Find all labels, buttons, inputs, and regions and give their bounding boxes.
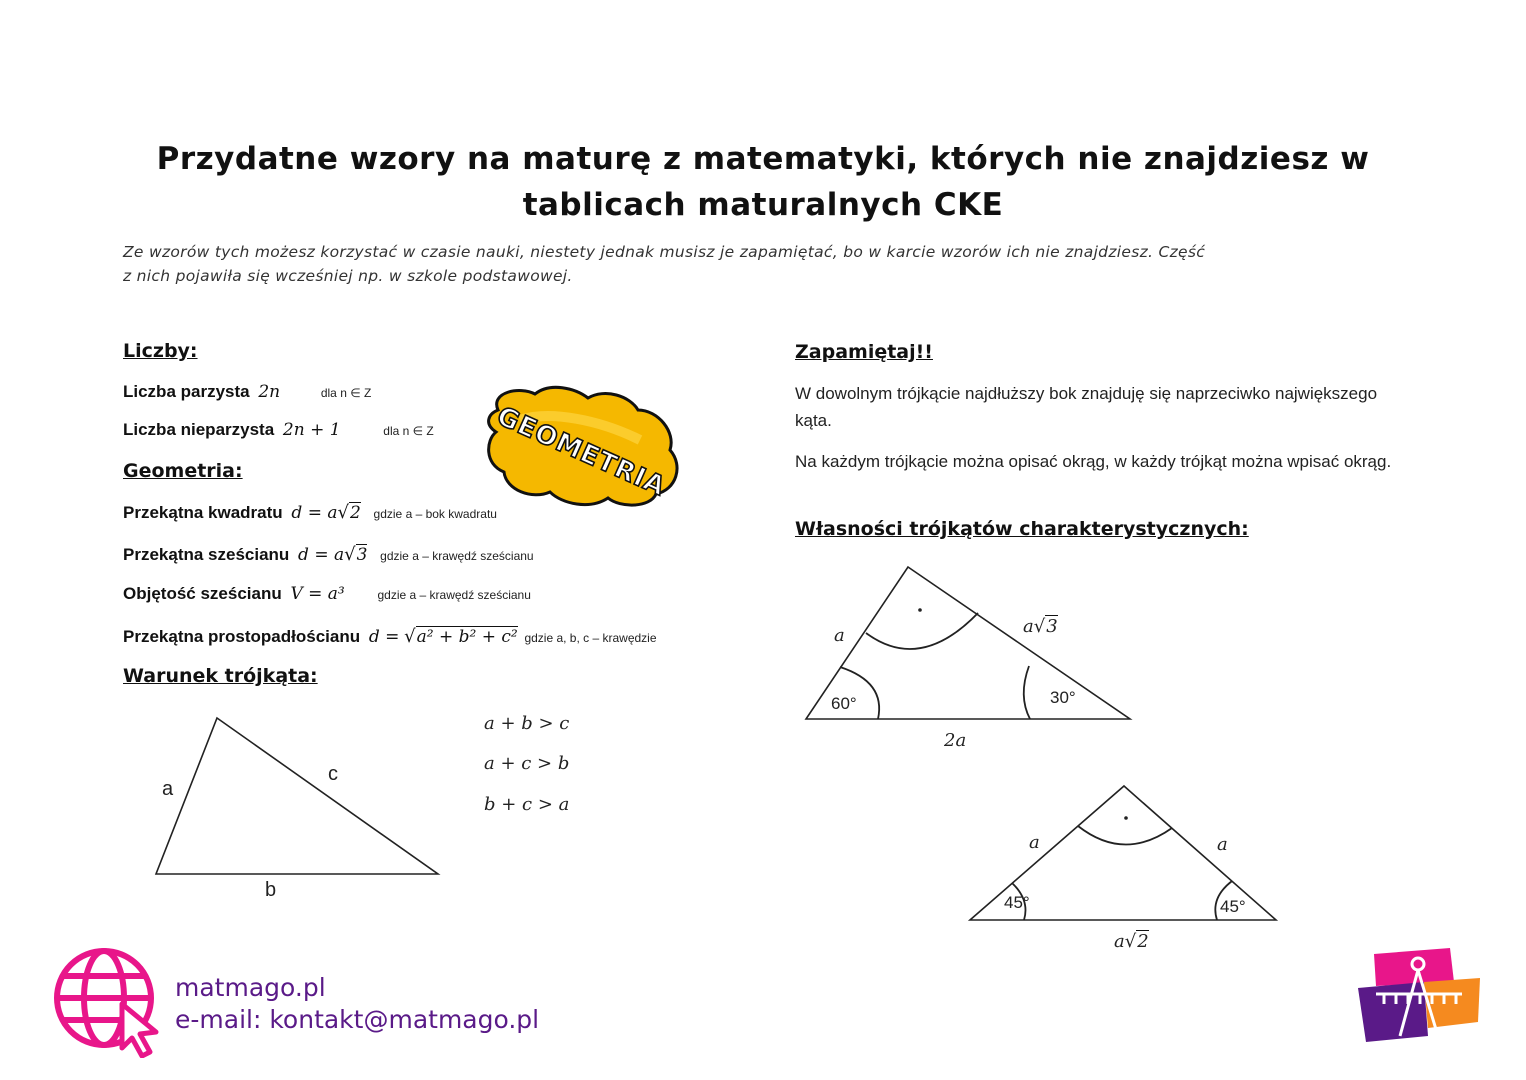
cube-diagonal-note: gdzie a – krawędź sześcianu: [380, 549, 534, 563]
cube-volume-formula: V = a³: [290, 584, 345, 604]
wlasnosci-heading: Własności trójkątów charakterystycznych:: [795, 518, 1249, 540]
footer-site-link[interactable]: matmago.pl: [175, 973, 326, 1002]
even-label: Liczba parzysta: [123, 382, 250, 401]
t1-angle-60-label: 60°: [831, 694, 857, 713]
sqrt-symbol: √: [404, 626, 416, 647]
t1-side-a-label: a: [834, 625, 845, 646]
warunek-heading: Warunek trójkąta:: [123, 665, 318, 687]
globe-cursor-icon: [52, 946, 164, 1058]
even-number-row: [123, 382, 371, 402]
inequality-2: a + c > b: [484, 753, 570, 774]
cube-volume-row: [123, 584, 531, 604]
triangle-shape: [156, 718, 438, 874]
cube-volume-label: Objętość sześcianu: [123, 584, 282, 603]
triangle-inequality-diagram: [150, 712, 450, 882]
cuboid-diagonal-row: [123, 626, 657, 647]
angle-30-arc: [1024, 666, 1030, 719]
cuboid-diagonal-label: Przekątna prostopadłościanu: [123, 627, 361, 646]
even-formula: 2n: [258, 382, 281, 402]
t1-base-2a-label: 2a: [944, 730, 967, 751]
title-line-1: Przydatne wzory na maturę z matematyki, których nie znajdziesz w: [156, 141, 1370, 177]
sqrt-symbol: √: [1033, 616, 1046, 637]
cube-diagonal-lhs: d = a: [298, 545, 345, 565]
matmago-logo-icon: [1354, 942, 1484, 1046]
triangle-side-c-label: c: [328, 763, 338, 785]
square-diagonal-note: gdzie a – bok kwadratu: [373, 507, 497, 521]
square-diagonal-lhs: d = a: [291, 503, 338, 523]
geometria-heading: Geometria:: [123, 460, 243, 482]
intro-text: [123, 240, 1373, 288]
odd-number-row: [123, 420, 434, 440]
t2-base-label: [1114, 931, 1149, 952]
square-diagonal-row: [123, 502, 497, 523]
right-angle-arc: [1078, 826, 1172, 845]
title-line-2: tablicach maturalnych CKE: [522, 187, 1004, 223]
triangle-side-b-label: b: [265, 879, 277, 901]
cuboid-diagonal-note: gdzie a, b, c – krawędzie: [524, 631, 657, 645]
zapamietaj-heading: Zapamiętaj!!: [795, 341, 933, 363]
even-condition: dla n ∈ Z: [320, 386, 372, 400]
inequality-3: b + c > a: [484, 794, 570, 815]
odd-condition: dla n ∈ Z: [383, 424, 434, 438]
rule-paragraph-1: W dowolnym trójkącie najdłuższy bok znajduję się naprzeciwko największego kąta.: [795, 384, 1378, 430]
t2-base-radicand: 2: [1137, 931, 1149, 952]
t2-base-lhs: a: [1114, 931, 1125, 952]
t1-hypotenuse-label: [1023, 616, 1058, 637]
t1-hyp-radicand: 3: [1046, 616, 1058, 637]
geometria-sticker-text: GEOMETRIA: [492, 401, 671, 503]
sqrt-symbol: √: [344, 544, 356, 565]
t2-side-a-left-label: a: [1029, 832, 1040, 853]
inequality-1: a + b > c: [484, 713, 570, 734]
odd-label: Liczba nieparzysta: [123, 420, 275, 439]
sqrt-symbol: √: [1124, 931, 1137, 952]
t2-angle-45-left-label: 45°: [1004, 893, 1030, 912]
cube-diagonal-radicand: 3: [356, 545, 368, 565]
cuboid-diagonal-radicand: a² + b² + c²: [416, 627, 518, 647]
cube-diagonal-row: [123, 544, 534, 565]
square-diagonal-radicand: 2: [349, 503, 361, 523]
t2-side-a-right-label: a: [1217, 834, 1228, 855]
liczby-heading: Liczby:: [123, 340, 198, 362]
cuboid-diagonal-lhs: d =: [368, 627, 400, 647]
sqrt-symbol: √: [337, 502, 349, 523]
t1-hyp-lhs: a: [1023, 616, 1034, 637]
right-angle-dot: [1124, 816, 1128, 820]
rule-paragraph-2: Na każdym trójkącie można opisać okrąg, w każdy trójkąt można wpisać okrąg.: [795, 452, 1392, 471]
odd-formula: 2n + 1: [282, 420, 341, 440]
right-angle-dot: [918, 608, 922, 612]
footer-email-link[interactable]: e-mail: kontakt@matmago.pl: [175, 1005, 540, 1034]
cube-diagonal-label: Przekątna sześcianu: [123, 545, 290, 564]
t2-angle-45-right-label: 45°: [1220, 897, 1246, 916]
page-title: [0, 136, 1526, 228]
cube-volume-note: gdzie a – krawędź sześcianu: [377, 588, 531, 602]
triangle-side-a-label: a: [162, 778, 174, 800]
intro-line-2: z nich pojawiła się wcześniej np. w szkole podstawowej.: [123, 267, 573, 285]
t1-angle-30-label: 30°: [1050, 688, 1076, 707]
intro-line-1: Ze wzorów tych możesz korzystać w czasie nauki, niestety jednak musisz je zapamiętać, bo w karcie wzorów ich nie znajdziesz. Część: [123, 243, 1206, 261]
geometria-sticker: [480, 380, 685, 510]
square-diagonal-label: Przekątna kwadratu: [123, 503, 283, 522]
right-angle-arc: [866, 613, 978, 649]
